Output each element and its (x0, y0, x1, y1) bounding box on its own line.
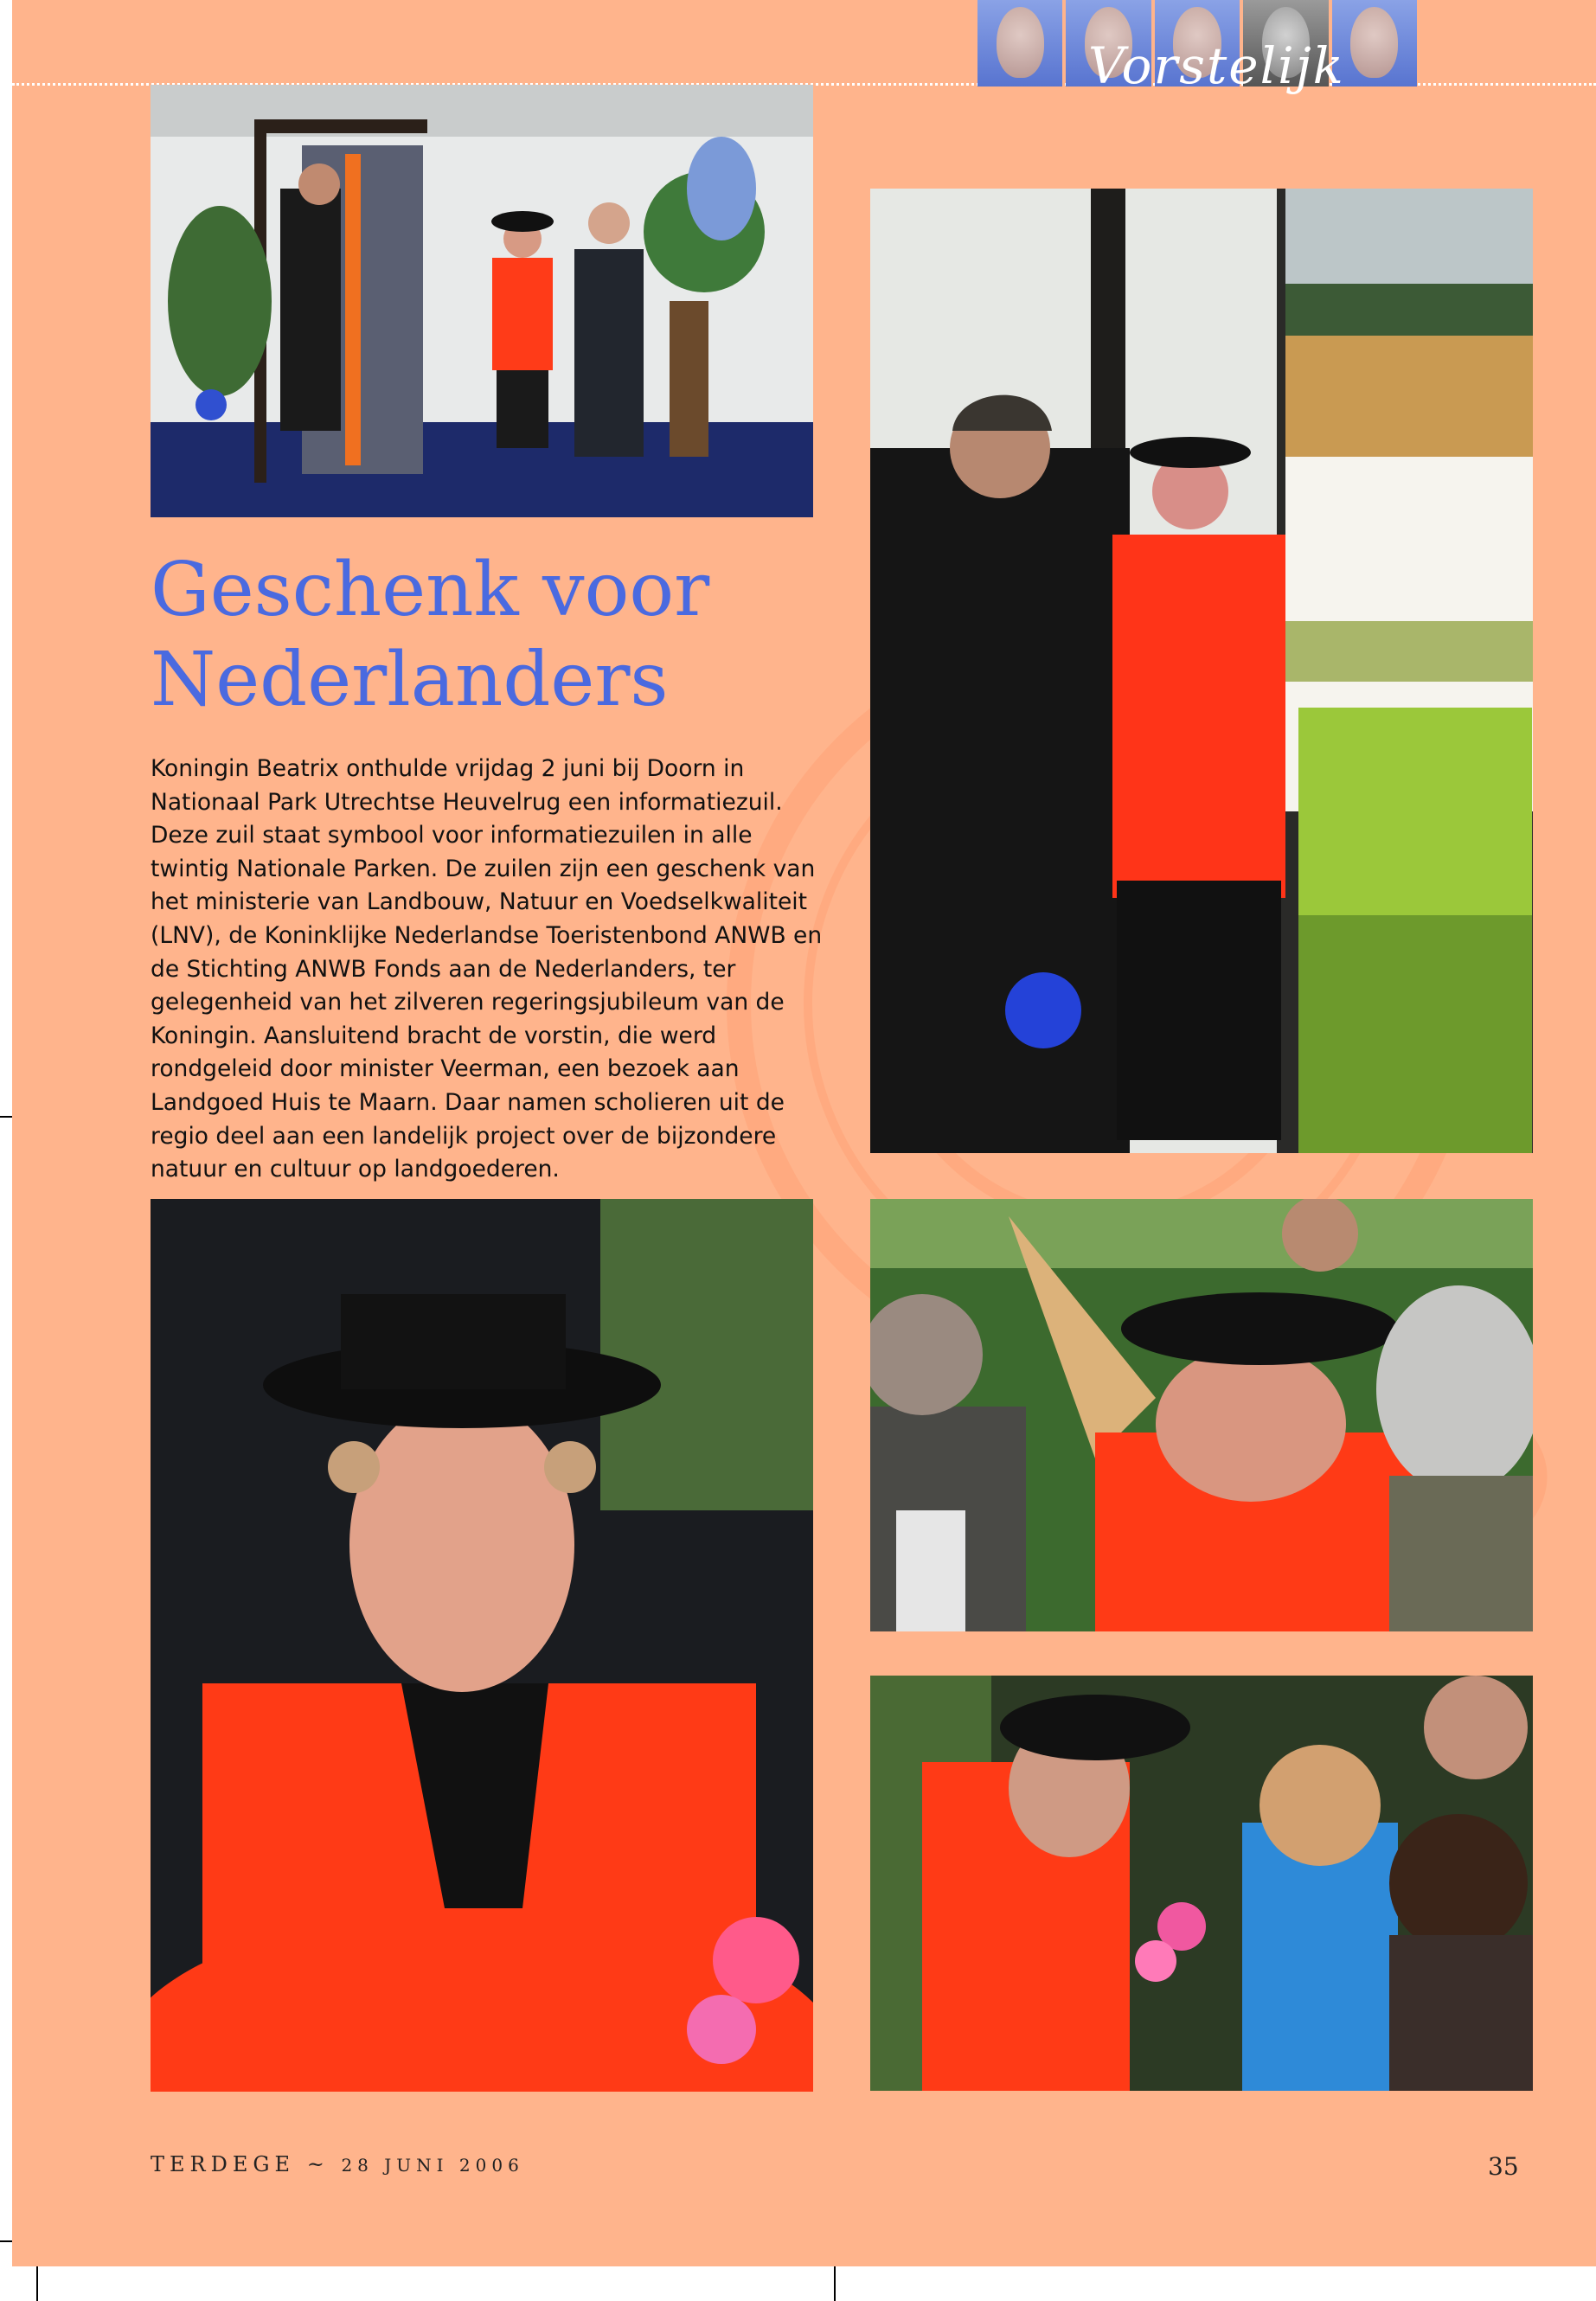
magazine-page (12, 0, 1596, 2266)
photo-queen-children (870, 1676, 1533, 2091)
footer-publication (151, 2152, 524, 2176)
footer-magazine: TERDEGE (151, 2152, 296, 2176)
footer-date: 28 JUNI 2006 (341, 2155, 524, 2176)
photo-information-pillar (870, 189, 1533, 1153)
portrait-thumbnail (977, 0, 1062, 87)
article-headline (151, 545, 843, 725)
crop-mark (36, 2266, 38, 2301)
page-number: 35 (1488, 2152, 1519, 2181)
photo-queen-triangle (870, 1199, 1533, 1631)
photo-queen-portrait (151, 1199, 813, 2092)
photo-unveiling-ceremony (151, 85, 813, 517)
footer-separator: ~ (306, 2152, 330, 2176)
headline-line-1: Geschenk voor (151, 547, 710, 633)
crop-mark (0, 2240, 12, 2242)
headline-line-2: Nederlanders (151, 637, 669, 723)
crop-mark (834, 2266, 836, 2301)
article-body: Koningin Beatrix onthulde vrijdag 2 juni bij Doorn in Nationaal Park Utrechtse Heuvelrug een informatiezuil. Deze zuil staat symbool voor informatiezuilen in alle twintig Nationale Parken. De zuilen zijn een geschenk van het ministerie van Landbouw, Natuur en Voedselkwaliteit (LNV), de Koninklijke Nederlandse Toeristenbond ANWB en de Stichting ANWB Fonds aan de Nederlanders, ter gelegenheid van het zilveren regeringsjubileum van de Koningin. Aansluitend bracht de vorstin, die werd rondgeleid door minister Veerman, een bezoek aan Landgoed Huis te Maarn. Daar namen scholieren uit de regio deel aan een landelijk project over de bijzondere natuur en cultuur op landgoederen. (151, 755, 823, 1183)
crop-mark (0, 1116, 12, 1118)
section-title: Vorstelijk (1088, 36, 1345, 95)
